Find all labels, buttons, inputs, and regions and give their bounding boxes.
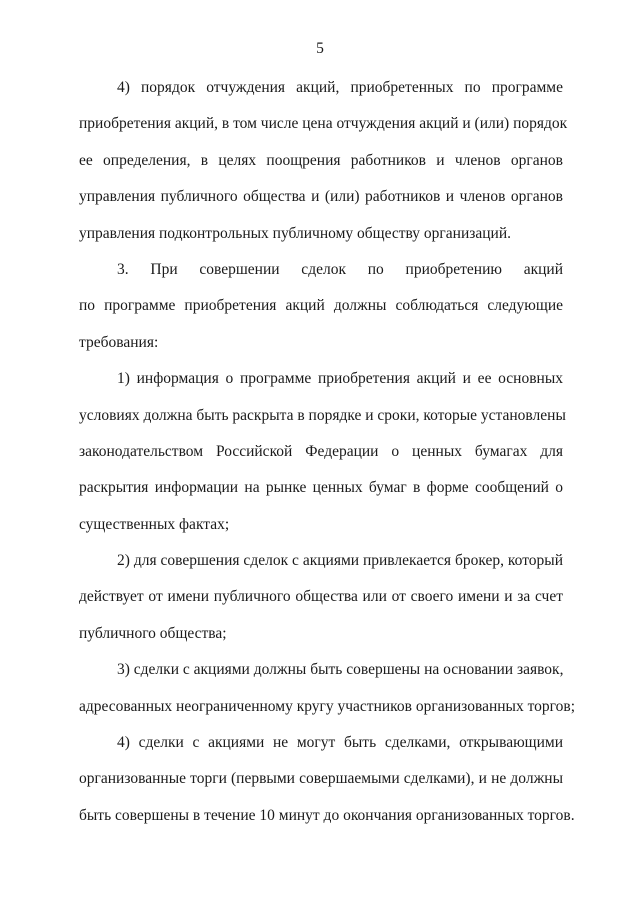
text-line: 2) для совершения сделок с акциями привлекается брокер, который: [117, 552, 563, 570]
paragraph: [79, 731, 575, 840]
text-line: адресованных неограниченному кругу участников организованных торгов;: [79, 697, 575, 715]
paragraph: [79, 76, 568, 258]
text-line: организованные торги (первыми совершаемыми сделками), и не должны: [79, 770, 563, 788]
document-body: [79, 76, 575, 840]
text-line: быть совершены в течение 10 минут до окончания организованных торгов.: [79, 806, 575, 824]
text-line: 3. При совершении сделок по приобретению акций: [117, 260, 563, 278]
text-line: существенных фактах;: [79, 515, 230, 533]
paragraph: [79, 367, 566, 549]
text-line: требования:: [79, 333, 159, 351]
page-number: 5: [316, 40, 324, 57]
text-line: 3) сделки с акциями должны быть совершены на основании заявок,: [117, 661, 564, 679]
text-line: 1) информация о программе приобретения акций и ее основных: [117, 370, 563, 388]
paragraph: [79, 258, 563, 367]
paragraph: [79, 658, 575, 731]
text-line: раскрытия информации на рынке ценных бумаг в форме сообщений о: [79, 479, 563, 497]
text-line: 4) сделки с акциями не могут быть сделками, открывающими: [117, 734, 563, 752]
text-line: управления подконтрольных публичному обществу организаций.: [79, 224, 512, 242]
text-line: законодательством Российской Федерации о ценных бумагах для: [79, 442, 563, 460]
text-line: приобретения акций, в том числе цена отчуждения акций и (или) порядок: [79, 115, 568, 133]
text-line: ее определения, в целях поощрения работников и членов органов: [79, 151, 563, 169]
text-line: действует от имени публичного общества или от своего имени и за счет: [79, 588, 563, 606]
text-line: управления публичного общества и (или) работников и членов органов: [79, 188, 563, 206]
paragraph: [79, 549, 563, 658]
text-line: 4) порядок отчуждения акций, приобретенных по программе: [117, 79, 563, 96]
text-line: публичного общества;: [79, 624, 227, 642]
text-line: условиях должна быть раскрыта в порядке и сроки, которые установлены: [79, 406, 566, 424]
text-line: по программе приобретения акций должны соблюдаться следующие: [79, 297, 563, 315]
